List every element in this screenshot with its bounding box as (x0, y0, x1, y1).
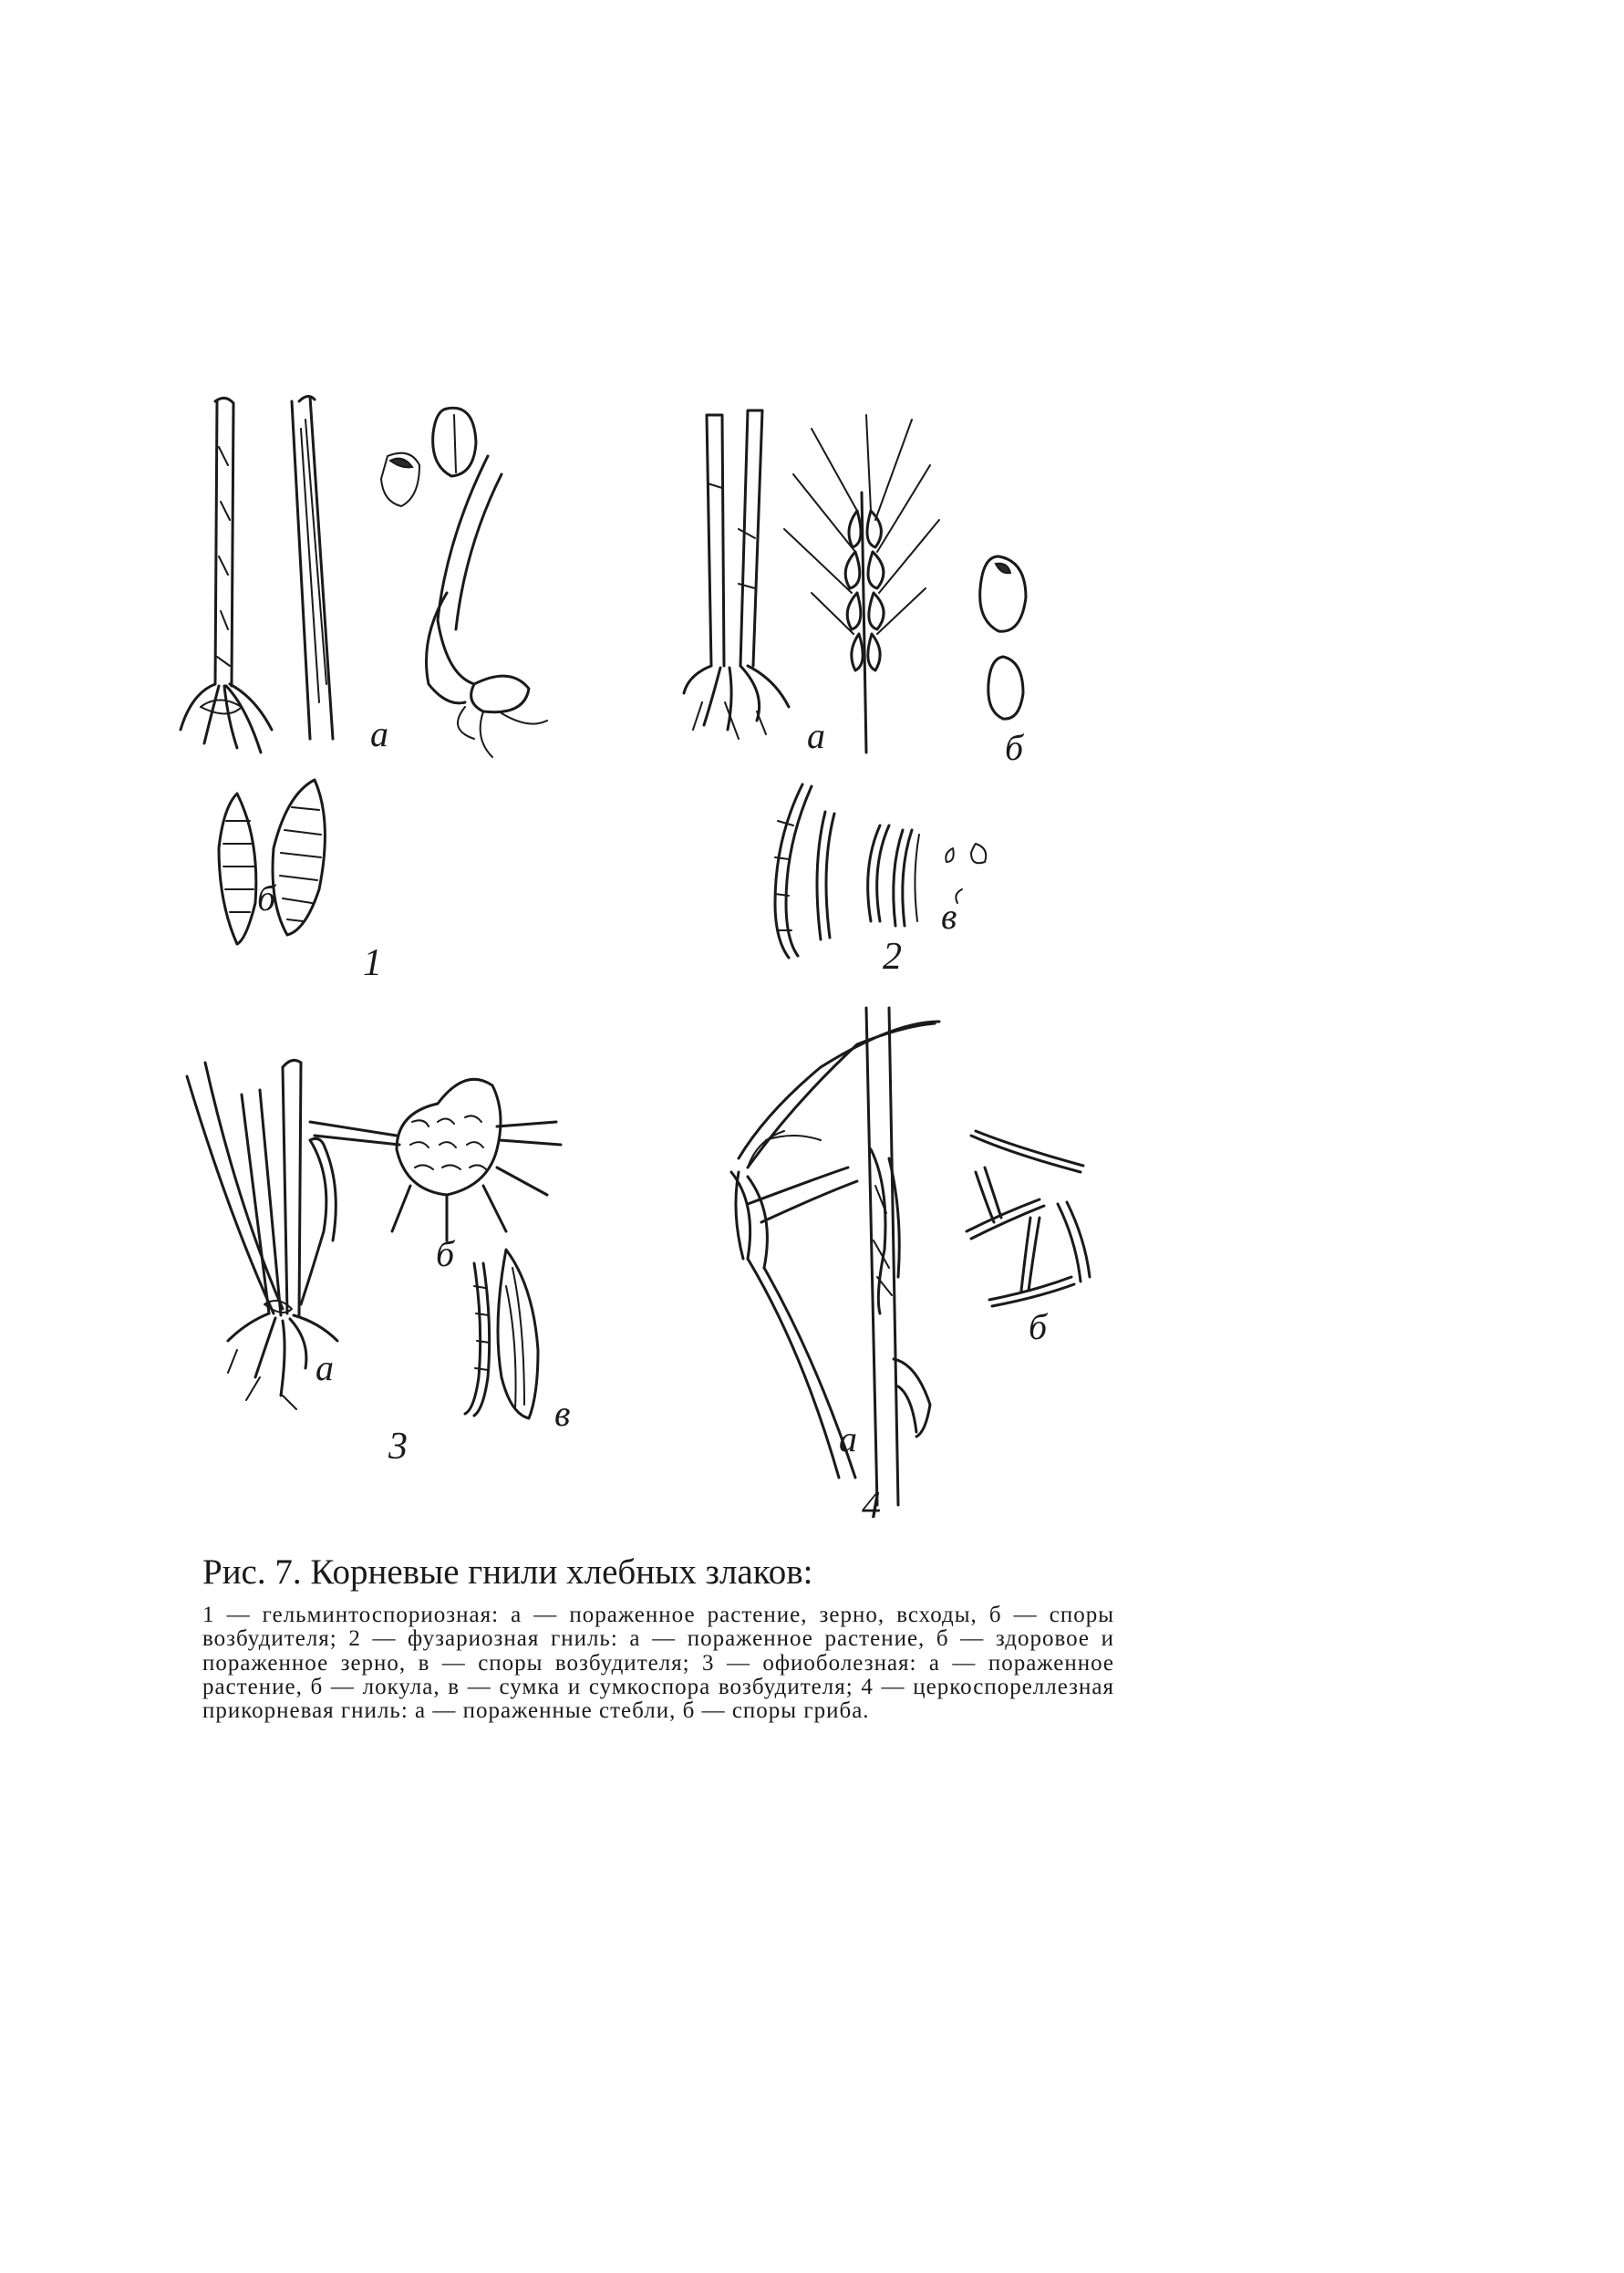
figure-panel-4 (711, 1003, 1122, 1532)
ascus-drawing (465, 1250, 538, 1418)
label-b: б (1005, 727, 1024, 768)
grain-drawings (980, 556, 1026, 719)
figure-caption-title: Рис. 7. Корневые гнили хлебных злаков: (202, 1552, 813, 1592)
label-v: в (554, 1393, 571, 1434)
panel-4-illustration (711, 1003, 1122, 1532)
panel-2-illustration (684, 392, 1067, 985)
wheat-ear-drawing (784, 415, 939, 756)
diseased-stem-drawing (731, 1008, 939, 1505)
figure-panel-1 (173, 392, 684, 985)
figure-panel-3 (173, 1049, 629, 1505)
label-a: а (807, 715, 825, 756)
panel-number: 1 (363, 942, 382, 984)
figure-caption-body: 1 — гельминтоспориозная: а — пораженное растение, зерно, всходы, б — споры возбудителя; 2 — фузариозная гниль: а — пораженное растение, б — здоровое и пораженное зерно, в — споры возбудителя; 3 — офиоболезная: а — пораженное растение, б — локула, в — сумка и сумкоспора возбудителя; 4 — церкоспореллезная прикорневая гниль: а — пораженные стебли, б — споры гриба. (202, 1603, 1114, 1723)
label-a: а (370, 713, 388, 754)
label-b: б (436, 1233, 455, 1274)
figure-panel-2 (684, 392, 1067, 985)
grain-drawings (381, 408, 476, 506)
label-b: б (257, 877, 276, 919)
label-a: а (315, 1347, 334, 1388)
spore-drawings (967, 1131, 1090, 1306)
spore-b-drawings (219, 780, 325, 944)
panel-number: 4 (862, 1485, 881, 1527)
label-v: в (941, 896, 957, 937)
diseased-plant-drawing (684, 410, 789, 739)
diseased-plant-drawing (181, 396, 333, 752)
label-a: а (839, 1418, 857, 1459)
locule-drawing (310, 1079, 561, 1240)
panel-number: 2 (883, 936, 902, 978)
panel-1-illustration (173, 392, 684, 985)
seedling-drawing (427, 456, 548, 757)
panel-number: 3 (388, 1426, 408, 1468)
label-b: б (1029, 1306, 1048, 1347)
